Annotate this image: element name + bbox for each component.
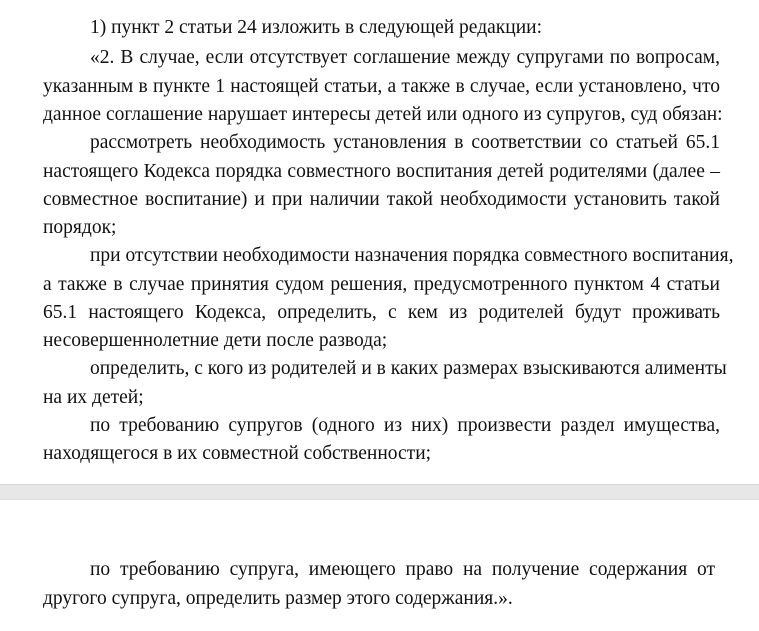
- doc-line-13: определить, с кого из родителей и в каких размерах взыскиваются алименты: [90, 358, 727, 379]
- doc-line-6: настоящего Кодекса порядка совместного воспитания детей родителями (далее –: [43, 161, 720, 182]
- doc-line-16: находящегося в их совместной собственности;: [43, 443, 432, 464]
- doc-line-5: рассмотреть необходимость установления в соответствии со статьей 65.1: [90, 132, 720, 153]
- doc-line-10: а также в случае принятия судом решения, предусмотренного пунктом 4 статьи: [43, 274, 720, 295]
- doc-line-1: 1) пункт 2 статьи 24 изложить в следующей редакции:: [90, 17, 542, 38]
- doc-line-11: 65.1 настоящего Кодекса, определить, с кем из родителей будут проживать: [43, 302, 720, 323]
- doc-line-2: «2. В случае, если отсутствует соглашение между супругами по вопросам,: [90, 47, 720, 68]
- doc-line-18: другого супруга, определить размер этого содержания.».: [43, 588, 513, 609]
- page-separator: [0, 484, 759, 500]
- doc-line-8: порядок;: [43, 217, 117, 238]
- document-page-2: [0, 500, 759, 631]
- doc-line-9: при отсутствии необходимости назначения порядка совместного воспитания,: [90, 245, 734, 266]
- doc-line-3: указанным в пункте 1 настоящей статьи, а также в случае, если установлено, что: [43, 76, 720, 97]
- doc-line-7: совместное воспитание) и при наличии такой необходимости установить такой: [43, 189, 720, 210]
- doc-line-12: несовершеннолетние дети после развода;: [43, 330, 388, 351]
- doc-line-4: данное соглашение нарушает интересы детей или одного из супругов, суд обязан:: [43, 104, 723, 125]
- doc-line-17: по требованию супруга, имеющего право на получение содержания от: [90, 559, 715, 580]
- doc-line-15: по требованию супругов (одного из них) произвести раздел имущества,: [90, 415, 720, 436]
- doc-line-14: на их детей;: [43, 387, 144, 408]
